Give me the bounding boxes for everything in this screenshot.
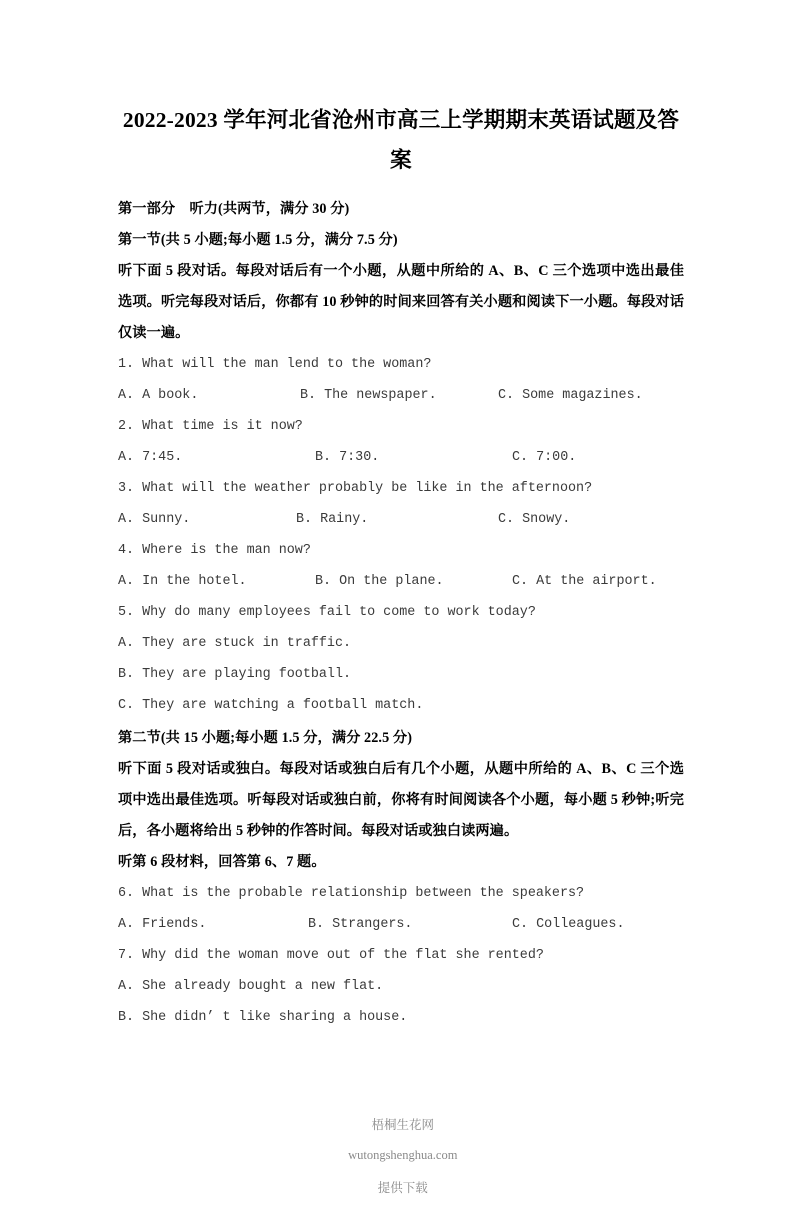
question-stem: 6. What is the probable relationship between the speakers? [118, 886, 585, 901]
footer-spacer-1 [393, 1133, 412, 1147]
question-option[interactable]: A. They are stuck in traffic. [118, 636, 352, 651]
question-stem: 4. Where is the man now? [118, 543, 311, 558]
footer-watermark [0, 1100, 793, 1211]
question-option[interactable]: B. On the plane. [315, 574, 444, 589]
question-options-row [118, 442, 684, 473]
question-option[interactable]: B. Rainy. [296, 512, 369, 527]
question-options-row [118, 504, 684, 535]
question-option[interactable]: A. She already bought a new flat. [118, 979, 384, 994]
question-option[interactable]: A. Sunny. [118, 512, 191, 527]
question-stem: 2. What time is it now? [118, 419, 303, 434]
question-option[interactable]: A. In the hotel. [118, 574, 247, 589]
question-options-row [118, 566, 684, 597]
section-one-heading: 第一节(共 5 小题;每小题 1.5 分，满分 7.5 分) [118, 232, 398, 248]
section-two-instructions: 听下面 5 段对话或独白。每段对话或独白后有几个小题，从题中所给的 A、B、C 三个选项中选出最佳选项。听每段对话或独白前，你将有时间阅读各个小题，每小题 5 秒钟;听完后，各小题将给出 5 秒钟的作答时间。每段对话或独白读两遍。 [118, 761, 684, 839]
question-option[interactable]: A. 7:45. [118, 450, 183, 465]
section-two-heading: 第二节(共 15 小题;每小题 1.5 分，满分 22.5 分) [118, 730, 413, 746]
question-option[interactable]: C. Snowy. [498, 512, 571, 527]
page-title: 2022-2023 学年河北省沧州市高三上学期期末英语试题及答案 [122, 108, 680, 172]
question-option[interactable]: C. They are watching a football match. [118, 698, 424, 713]
part-one-heading: 第一部分 听力(共两节，满分 30 分) [118, 201, 350, 217]
question-option[interactable]: C. At the airport. [512, 574, 657, 589]
question-stem: 1. What will the man lend to the woman? [118, 357, 432, 372]
question-list-section-two [118, 878, 684, 1033]
question-options-row [118, 380, 684, 411]
question-option[interactable]: B. 7:30. [315, 450, 380, 465]
question-option[interactable]: B. They are playing football. [118, 667, 352, 682]
question-option[interactable]: C. Colleagues. [512, 917, 625, 932]
footer-spacer-2 [393, 1163, 412, 1177]
question-options-row [118, 909, 684, 940]
material-six-heading: 听第 6 段材料，回答第 6、7 题。 [118, 854, 326, 870]
question-option[interactable]: B. The newspaper. [300, 388, 437, 403]
question-stem: 3. What will the weather probably be like in the afternoon? [118, 481, 593, 496]
document-body [118, 0, 684, 1033]
section-one-instructions: 听下面 5 段对话。每段对话后有一个小题，从题中所给的 A、B、C 三个选项中选出最佳选项。听完每段对话后，你都有 10 秒钟的时间来回答有关小题和阅读下一小题。每段对话仅读一遍。 [118, 263, 684, 341]
question-stem: 7. Why did the woman move out of the flat she rented? [118, 948, 544, 963]
question-option[interactable]: C. 7:00. [512, 450, 577, 465]
question-option[interactable]: A. A book. [118, 388, 199, 403]
footer-site-name: 梧桐生花网 [371, 1118, 434, 1132]
question-option[interactable]: B. She didn’ t like sharing a house. [118, 1010, 408, 1025]
question-option[interactable]: A. Friends. [118, 917, 207, 932]
question-option[interactable]: B. Strangers. [308, 917, 413, 932]
footer-domain: wutongshenghua.com [348, 1148, 458, 1162]
question-stem: 5. Why do many employees fail to come to work today? [118, 605, 536, 620]
question-list-section-one [118, 349, 684, 721]
footer-action: 提供下载 [377, 1181, 428, 1195]
question-option[interactable]: C. Some magazines. [498, 388, 643, 403]
